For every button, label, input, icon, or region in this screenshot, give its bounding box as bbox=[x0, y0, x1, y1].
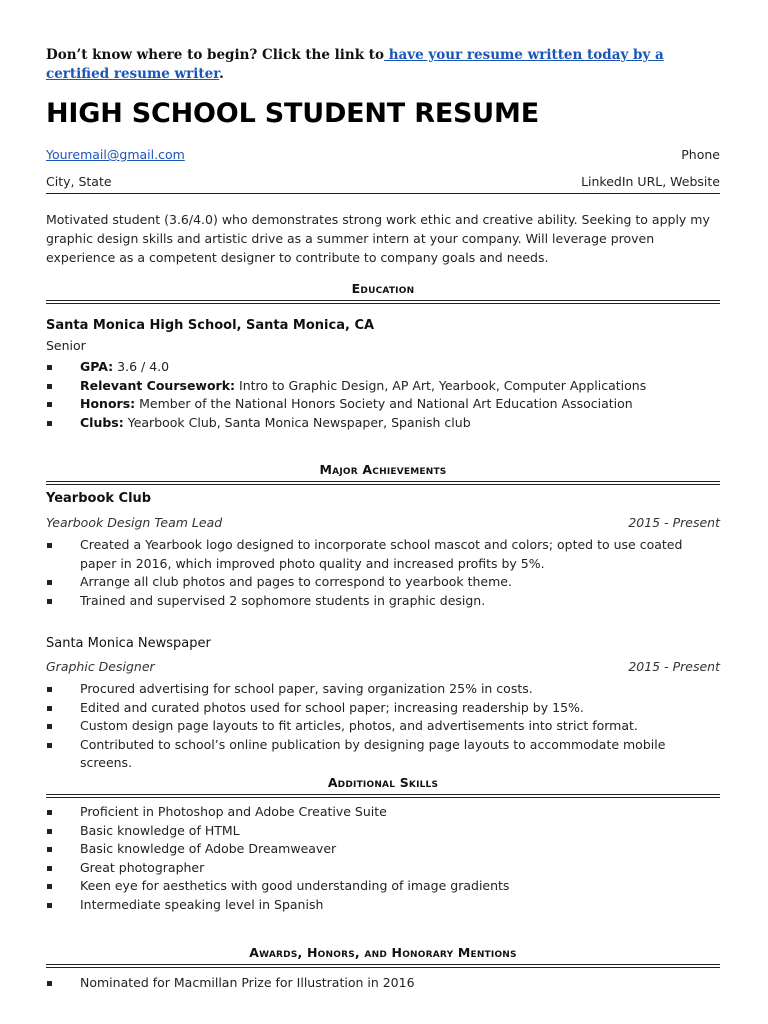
promo-text: Don’t know where to begin? Click the link to bbox=[46, 47, 385, 63]
header-divider bbox=[46, 193, 720, 194]
links-text: LinkedIn URL, Website bbox=[581, 174, 720, 189]
resume-writer-link[interactable]: have your resume written today by a certified resume writer bbox=[46, 47, 664, 82]
list-item: Clubs: Yearbook Club, Santa Monica Newspaper, Spanish club bbox=[46, 414, 720, 433]
bullet-icon bbox=[47, 421, 52, 426]
newspaper-bullets bbox=[46, 680, 720, 773]
role-dates: 2015 - Present bbox=[628, 515, 720, 530]
school-name: Santa Monica High School, Santa Monica, CA bbox=[46, 318, 375, 333]
achievements-heading: Major Achievements bbox=[319, 462, 447, 477]
location-text: City, State bbox=[46, 174, 112, 189]
summary-paragraph: Motivated student (3.6/4.0) who demonstrates strong work ethic and creative ability. Seeking to apply my graphic design skills and artistic drive as a summer intern at your company. Will leverage proven experience as a competent designer to contribute to company goals and needs. bbox=[46, 212, 710, 265]
list-item: Honors: Member of the National Honors Society and National Art Education Association bbox=[46, 395, 720, 414]
list-item: GPA: 3.6 / 4.0 bbox=[46, 358, 720, 377]
list-item: Basic knowledge of Adobe Dreamweaver bbox=[46, 840, 720, 859]
bullet-icon bbox=[47, 706, 52, 711]
list-item: Intermediate speaking level in Spanish bbox=[46, 896, 720, 915]
phone-text: Phone bbox=[681, 147, 720, 162]
awards-heading: Awards, Honors, and Honorary Mentions bbox=[249, 945, 517, 960]
contact-row-2 bbox=[46, 174, 720, 189]
bullet-icon bbox=[47, 384, 52, 389]
list-item: Custom design page layouts to fit articles, photos, and advertisements into strict format. bbox=[46, 717, 720, 736]
list-item: Trained and supervised 2 sophomore students in graphic design. bbox=[46, 592, 720, 611]
list-item: Contributed to school’s online publication by designing page layouts to accommodate mobile screens. bbox=[46, 736, 720, 773]
skills-heading: Additional Skills bbox=[327, 775, 439, 790]
achievements-divider bbox=[46, 481, 720, 485]
role-row bbox=[46, 515, 720, 530]
bullet-icon bbox=[47, 903, 52, 908]
org-name: Yearbook Club bbox=[46, 491, 152, 506]
promo-banner bbox=[46, 46, 720, 84]
skills-divider bbox=[46, 794, 720, 798]
bullet-icon bbox=[47, 402, 52, 407]
bullet-icon bbox=[47, 687, 52, 692]
org-name: Santa Monica Newspaper bbox=[46, 636, 211, 651]
email-link[interactable]: Youremail@gmail.com bbox=[46, 147, 185, 162]
role-row bbox=[46, 659, 720, 674]
list-item: Nominated for Macmillan Prize for Illustration in 2016 bbox=[46, 974, 720, 993]
role-title: Yearbook Design Team Lead bbox=[46, 515, 223, 530]
education-divider bbox=[46, 300, 720, 304]
bullet-icon bbox=[47, 847, 52, 852]
role-title: Graphic Designer bbox=[46, 659, 155, 674]
yearbook-bullets bbox=[46, 536, 720, 610]
bullet-icon bbox=[47, 743, 52, 748]
list-item: Arrange all club photos and pages to correspond to yearbook theme. bbox=[46, 573, 720, 592]
bullet-icon bbox=[47, 724, 52, 729]
list-item: Relevant Coursework: Intro to Graphic Design, AP Art, Yearbook, Computer Applications bbox=[46, 377, 720, 396]
awards-list bbox=[46, 974, 720, 993]
role-dates: 2015 - Present bbox=[628, 659, 720, 674]
school-level: Senior bbox=[46, 338, 86, 353]
awards-divider bbox=[46, 964, 720, 968]
education-heading: Education bbox=[351, 281, 415, 296]
bullet-icon bbox=[47, 866, 52, 871]
skills-list bbox=[46, 803, 720, 915]
list-item: Basic knowledge of HTML bbox=[46, 822, 720, 841]
list-item: Created a Yearbook logo designed to incorporate school mascot and colors; opted to use coated paper in 2016, which improved photo quality and increased profits by 5%. bbox=[46, 536, 720, 573]
bullet-icon bbox=[47, 810, 52, 815]
contact-row-1 bbox=[46, 147, 720, 162]
bullet-icon bbox=[47, 599, 52, 604]
bullet-icon bbox=[47, 981, 52, 986]
list-item: Great photographer bbox=[46, 859, 720, 878]
bullet-icon bbox=[47, 543, 52, 548]
bullet-icon bbox=[47, 829, 52, 834]
bullet-icon bbox=[47, 580, 52, 585]
education-list bbox=[46, 358, 720, 432]
resume-title: HIGH SCHOOL STUDENT RESUME bbox=[46, 98, 539, 129]
promo-end: . bbox=[219, 66, 224, 82]
list-item: Keen eye for aesthetics with good understanding of image gradients bbox=[46, 877, 720, 896]
list-item: Proficient in Photoshop and Adobe Creative Suite bbox=[46, 803, 720, 822]
list-item: Edited and curated photos used for school paper; increasing readership by 15%. bbox=[46, 699, 720, 718]
list-item: Procured advertising for school paper, saving organization 25% in costs. bbox=[46, 680, 720, 699]
bullet-icon bbox=[47, 365, 52, 370]
bullet-icon bbox=[47, 884, 52, 889]
